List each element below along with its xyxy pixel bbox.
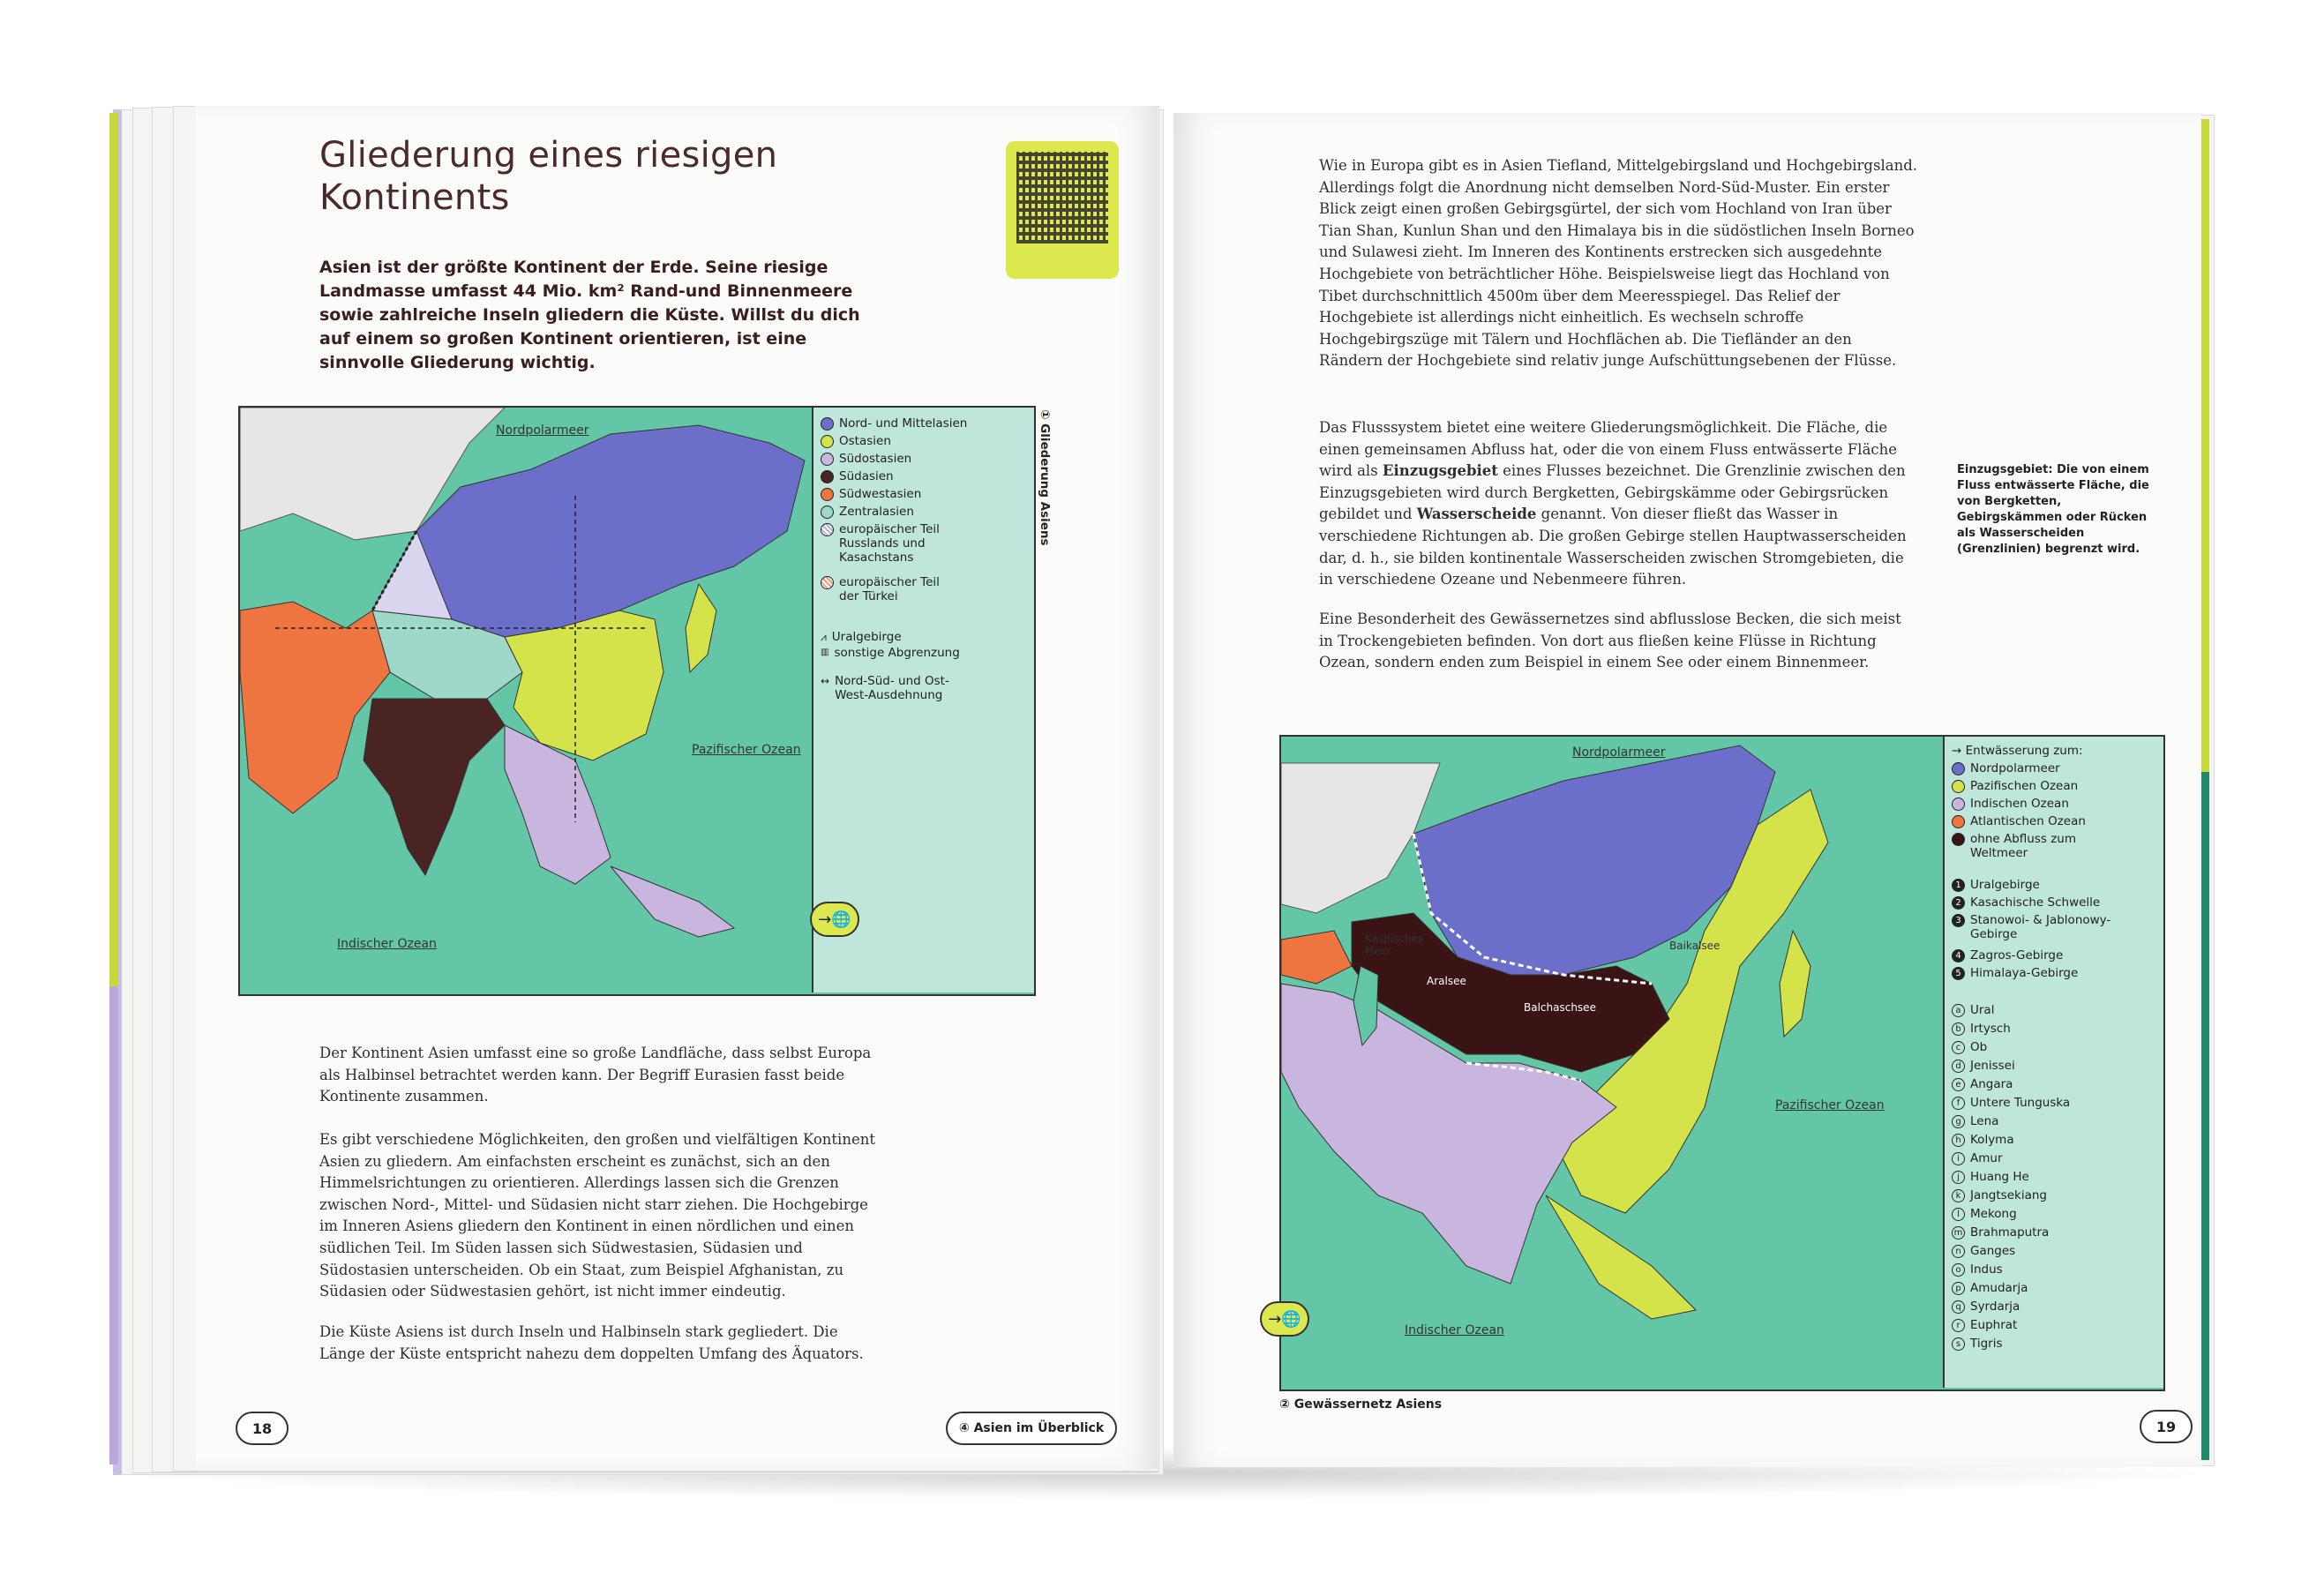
map2-mountain-item [1952,895,2100,910]
mountain-number-icon: 2 [1952,896,1965,910]
title-line-1: Gliederung eines riesigen [319,135,778,176]
lead-paragraph: Asien ist der größte Kontinent der Erde. Seine riesige Landmasse umfasst 44 Mio. km² Rand-und Binnenmeere sowie zahlreiche Inseln gliedern die Küste. Willst du dich auf einem so großen Kontinent orientieren, ist eine sinnvolle Gliederung wichtig. [319,258,860,372]
map1-southwest-asia [240,602,390,813]
map1-label-pacific: Pazifischer Ozean [692,743,801,757]
map2-river-item [1952,1244,2015,1258]
river-letter-icon: b [1952,1022,1965,1036]
legend-label: Atlantischen Ozean [1970,814,2086,828]
map2-label-indian: Indischer Ozean [1405,1323,1504,1337]
left-paragraph-1: Der Kontinent Asien umfasst eine so große Landfläche, dass selbst Europa als Halbinsel betrachtet werden kann. Der Begriff Eurasien fasst beide Kontinente zusammen. [319,1045,872,1105]
map2-drainage-item [1952,761,2060,775]
right-page [1173,113,2201,1467]
legend-label: Tigris [1970,1337,2003,1351]
map2-river-item [1952,1040,1987,1054]
map2-japan [1780,931,1810,1037]
qr-pattern [1016,152,1108,243]
map2-river-item [1952,1151,2003,1165]
globe-link-button[interactable]: →🌐 [1260,1301,1309,1337]
map2-drawing [1281,737,1943,1390]
left-edge-lime [109,113,118,986]
map2-river-item [1952,1207,2017,1221]
map2-drainage-item [1952,814,2086,828]
map1-legend-item [821,646,960,660]
globe-link-button[interactable]: →🌐 [810,902,859,937]
legend-label: Jenissei [1970,1059,2015,1073]
boundary-symbol-icon: ▥ [821,648,829,657]
mountain-number-icon: 1 [1952,879,1965,892]
river-letter-icon: p [1952,1282,1965,1295]
river-letter-icon: a [1952,1004,1965,1017]
map2-drainage-item [1952,832,2093,860]
map2-river-item [1952,1300,2020,1314]
map-asia-regions [238,406,1052,996]
legend-label: Zagros-Gebirge [1970,948,2064,963]
legend-label: Uralgebirge [831,630,902,644]
legend-label: Nordpolarmeer [1970,761,2060,775]
legend-swatch [821,506,834,519]
legend-swatch [821,488,834,501]
map1-caption: ① Gliederung Asiens [1038,409,1052,546]
legend-swatch [821,417,834,431]
river-letter-icon: k [1952,1189,1965,1202]
map1-north-asia [416,425,805,637]
legend-label: sonstige Abgrenzung [834,646,960,660]
river-letter-icon: m [1952,1226,1965,1240]
map2-river-item [1952,1188,2047,1202]
map2-river-item [1952,1059,2015,1073]
map1-legend-item [821,522,953,565]
para2-text-b: eines Flusses bezeichnet. Die Grenzlinie zwischen den Einzugsgebieten wird durch Bergketten, Gebirgskämme oder Gebirgsrücken gebildet und [1319,462,1906,523]
map1-japan [686,584,716,672]
map2-river-item [1952,1225,2049,1240]
map2-se-islands [1546,1195,1696,1319]
legend-swatch [821,453,834,466]
map1-legend-item [821,630,902,644]
legend-label: Syrdarja [1970,1300,2020,1314]
map2-river-item [1952,1003,1994,1017]
legend-swatch [1952,762,1965,775]
page-title [319,134,777,219]
legend-label: Ganges [1970,1244,2016,1258]
map2-mountain-item [1952,878,2040,892]
map1-legend-item [821,416,967,431]
river-letter-icon: q [1952,1300,1965,1314]
map2-label-balkhash: Balchaschsee [1524,1001,1596,1014]
map2-label-aral: Aralsee [1427,975,1466,987]
map2-legend [1943,737,2163,1388]
right-paragraph-1: Wie in Europa gibt es in Asien Tiefland, Mittelgebirgsland und Hochgebirgsland. Allerdings folgt die Anordnung nicht demselben Nord-Süd-Muster. Ein erster Blick zeigt einen großen Gebirgsgürtel, der sich vom Hochland von Iran über Tian Shan, Kunlun Shan und den Himalaya bis in die südöstlichen Inseln Borneo und Sulawesi zieht. Im Inneren des Kontinents erstrecken sich ausgedehnte Hochgebiete von beträchtlicher Höhe. Beispielsweise liegt das Hochland von Tibet durchschnittlich 4500m über dem Meeresspiegel. Das Relief der Hochgebiete ist allerdings nicht einheitlich. Es wechseln schroffe Hochgebirgszüge mit Tälern und Hochflächen ab. Die Tiefländer an den Rändern der Hochgebiete sind relativ junge Aufschüttungsebenen der Flüsse. [1319,157,1917,370]
river-letter-icon: j [1952,1171,1965,1184]
map2-mountain-item [1952,948,2063,963]
right-paragraph-3: Eine Besonderheit des Gewässernetzes sind abflusslose Becken, die sich meist in Trockengebieten befinden. Von dort aus fließen keine Flüsse in Richtung Ozean, sondern enden zum Beispiel in einem See oder einem Binnenmeer. [1319,610,1901,671]
legend-label: Ob [1970,1040,1988,1054]
map2-label-pacific: Pazifischer Ozean [1775,1098,1885,1112]
river-letter-icon: o [1952,1263,1965,1277]
legend-label: Lena [1970,1114,1999,1128]
legend-label: Himalaya-Gebirge [1970,966,2079,980]
legend-label: Euphrat [1970,1318,2018,1332]
para2-text-c: genannt. Von dieser fließt das Wasser in verschiedene Richtungen ab. Die großen Gebirge stellen Hauptwasserscheiden dar, d. h., sie bilden kontinentale Wasserscheiden zwischen Stromgebieten, die in verschiedene Ozeane und Nebenmeere führen. [1319,506,1907,588]
legend-label: Ural [1970,1003,1995,1017]
section-pill[interactable]: ④ Asien im Überblick [946,1412,1117,1445]
map-asia-water [1268,735,2165,1391]
map2-river-item [1952,1337,2003,1351]
legend-label: Südostasien [839,452,912,466]
legend-label: Uralgebirge [1970,878,2040,892]
map2-label-baikal: Baikalsee [1669,940,1721,952]
map2-river-item [1952,1281,2028,1295]
river-letter-icon: s [1952,1337,1965,1351]
legend-label: Nord- und Mittelasien [839,416,968,431]
term-wasserscheide: Wasserscheide [1416,506,1537,523]
legend-label: Pazifischen Ozean [1970,779,2079,793]
map1-legend [812,408,1034,992]
legend-label: Jangtsekiang [1970,1188,2047,1202]
map1-south-asia [364,699,505,875]
map1-legend-item [821,674,953,702]
mountain-number-icon: 4 [1952,949,1965,963]
legend-label: Südwestasien [839,487,922,501]
map2-river-item [1952,1262,2003,1277]
legend-label: Mekong [1970,1207,2017,1221]
term-einzugsgebiet: Einzugsgebiet [1382,462,1498,480]
title-line-2: Kontinents [319,177,510,218]
map1-label-north: Nordpolarmeer [496,423,589,438]
river-letter-icon: n [1952,1245,1965,1258]
legend-label: Amur [1970,1151,2003,1165]
legend-label: Stanowoi- & Jablonowy-Gebirge [1970,913,2111,941]
left-edge-lavender [109,986,118,1464]
map2-mountain-item [1952,966,2078,980]
map2-river-item [1952,1318,2017,1332]
river-letter-icon: l [1952,1208,1965,1221]
legend-label: Indischen Ozean [1970,797,2069,811]
legend-label: Irtysch [1970,1022,2011,1036]
page-number-right: 19 [2140,1410,2193,1443]
map2-drainage-item [1952,779,2078,793]
legend-label: Amudarja [1970,1281,2028,1295]
river-letter-icon: e [1952,1078,1965,1091]
legend-label: Untere Tunguska [1970,1096,2071,1110]
map1-legend-item [821,505,914,519]
left-paragraph-3: Die Küste Asiens ist durch Inseln und Halbinseln stark gegliedert. Die Länge der Küste entspricht nahezu dem doppelten Umfang des Äquators. [319,1323,864,1362]
legend-label: ohne Abfluss zum Weltmeer [1970,832,2076,860]
legend-swatch [1952,815,1965,828]
legend-label: Brahmaputra [1970,1225,2050,1240]
legend-swatch [821,470,834,483]
legend-label: Nord-Süd- und Ost-West-Ausdehnung [835,674,949,702]
map2-label-north: Nordpolarmeer [1572,745,1666,760]
map1-label-indian: Indischer Ozean [337,937,437,951]
map1-legend-item [821,452,911,466]
right-paragraph-2 [1319,417,1919,591]
legend-swatch [821,576,834,589]
river-letter-icon: r [1952,1319,1965,1332]
legend-label: Kolyma [1970,1133,2014,1147]
legend-label: Kasachische Schwelle [1970,895,2101,910]
river-letter-icon: f [1952,1097,1965,1110]
page-number-left: 18 [236,1412,289,1445]
map2-label-caspian: Kaspisches Meer [1365,933,1424,957]
map1-legend-item [821,575,962,603]
map2-drainage-item [1952,797,2069,811]
river-letter-icon: d [1952,1060,1965,1073]
mountain-number-icon: 3 [1952,914,1965,927]
left-paragraph-2: Es gibt verschiedene Möglichkeiten, den großen und vielfältigen Kontinent Asien zu gliedern. Am einfachsten erscheint es zunächst, sich an den Himmelsrichtungen zu orientieren. Allerdings lassen sich die Grenzen zwischen Nord-, Mittel- und Südasien nicht starr ziehen. Die Hochgebirge im Inneren Asiens gliedern den Kontinent in einen nördlichen und einen südlichen Teil. Im Süden lassen sich Südwestasien, Südasien und Südostasien unterscheiden. Ob ein Staat, zum Beispiel Afghanistan, zu Südasien oder Südwestasien gehört, ist nicht immer eindeutig. [319,1131,875,1300]
river-letter-icon: i [1952,1152,1965,1165]
river-letter-icon: g [1952,1115,1965,1128]
map1-legend-item [821,469,894,483]
map2-river-item [1952,1133,2014,1147]
map1-legend-item [821,487,921,501]
margin-note: Einzugsgebiet: Die von einem Fluss entwässerte Fläche, die von Bergketten, Gebirgskämmen oder Rücken als Wasserscheiden (Grenzlinien) begrenzt wird. [1957,463,2149,556]
left-page [196,106,1158,1469]
river-letter-icon: c [1952,1041,1965,1054]
map2-river-item [1952,1096,2070,1110]
legend-label: europäischer Teil Russlands und Kasachstans [839,522,940,565]
map2-river-item [1952,1114,1998,1128]
map2-caption: ② Gewässernetz Asiens [1279,1397,1443,1412]
legend-swatch [821,523,834,536]
map1-islands [611,866,734,937]
legend-label: Angara [1970,1077,2013,1091]
map2-river-item [1952,1170,2029,1184]
map2-river-item [1952,1022,2011,1036]
river-letter-icon: h [1952,1134,1965,1147]
map2-atlantic-basin [1281,931,1352,984]
legend-label: Indus [1970,1262,2003,1277]
legend-swatch [1952,780,1965,793]
legend-label: Ostasien [839,434,891,448]
legend-swatch [821,435,834,448]
para2-text-a: Das Flusssystem bietet eine weitere Gliederungsmöglichkeit. Die Fläche, die einen gemeinsamen Abfluss hat, oder die von einem Fluss entwässerte Fläche wird als [1319,419,1898,480]
legend-label: europäischer Teil der Türkei [839,575,940,603]
map2-river-item [1952,1077,2013,1091]
legend-swatch [1952,833,1965,846]
qr-code[interactable] [1006,141,1119,279]
extent-arrow-icon: ↔ [821,675,830,687]
legend-label: Zentralasien [839,505,914,519]
map1-drawing [240,408,812,994]
ural-symbol-icon: ⩘ [821,631,827,643]
mountain-number-icon: 5 [1952,967,1965,980]
legend-label: Südasien [839,469,894,483]
legend-label: Huang He [1970,1170,2029,1184]
legend-swatch [1952,798,1965,811]
map1-legend-item [821,434,891,448]
map2-mountain-item [1952,913,2137,941]
map2-legend-title: → Entwässerung zum: [1952,744,2083,758]
